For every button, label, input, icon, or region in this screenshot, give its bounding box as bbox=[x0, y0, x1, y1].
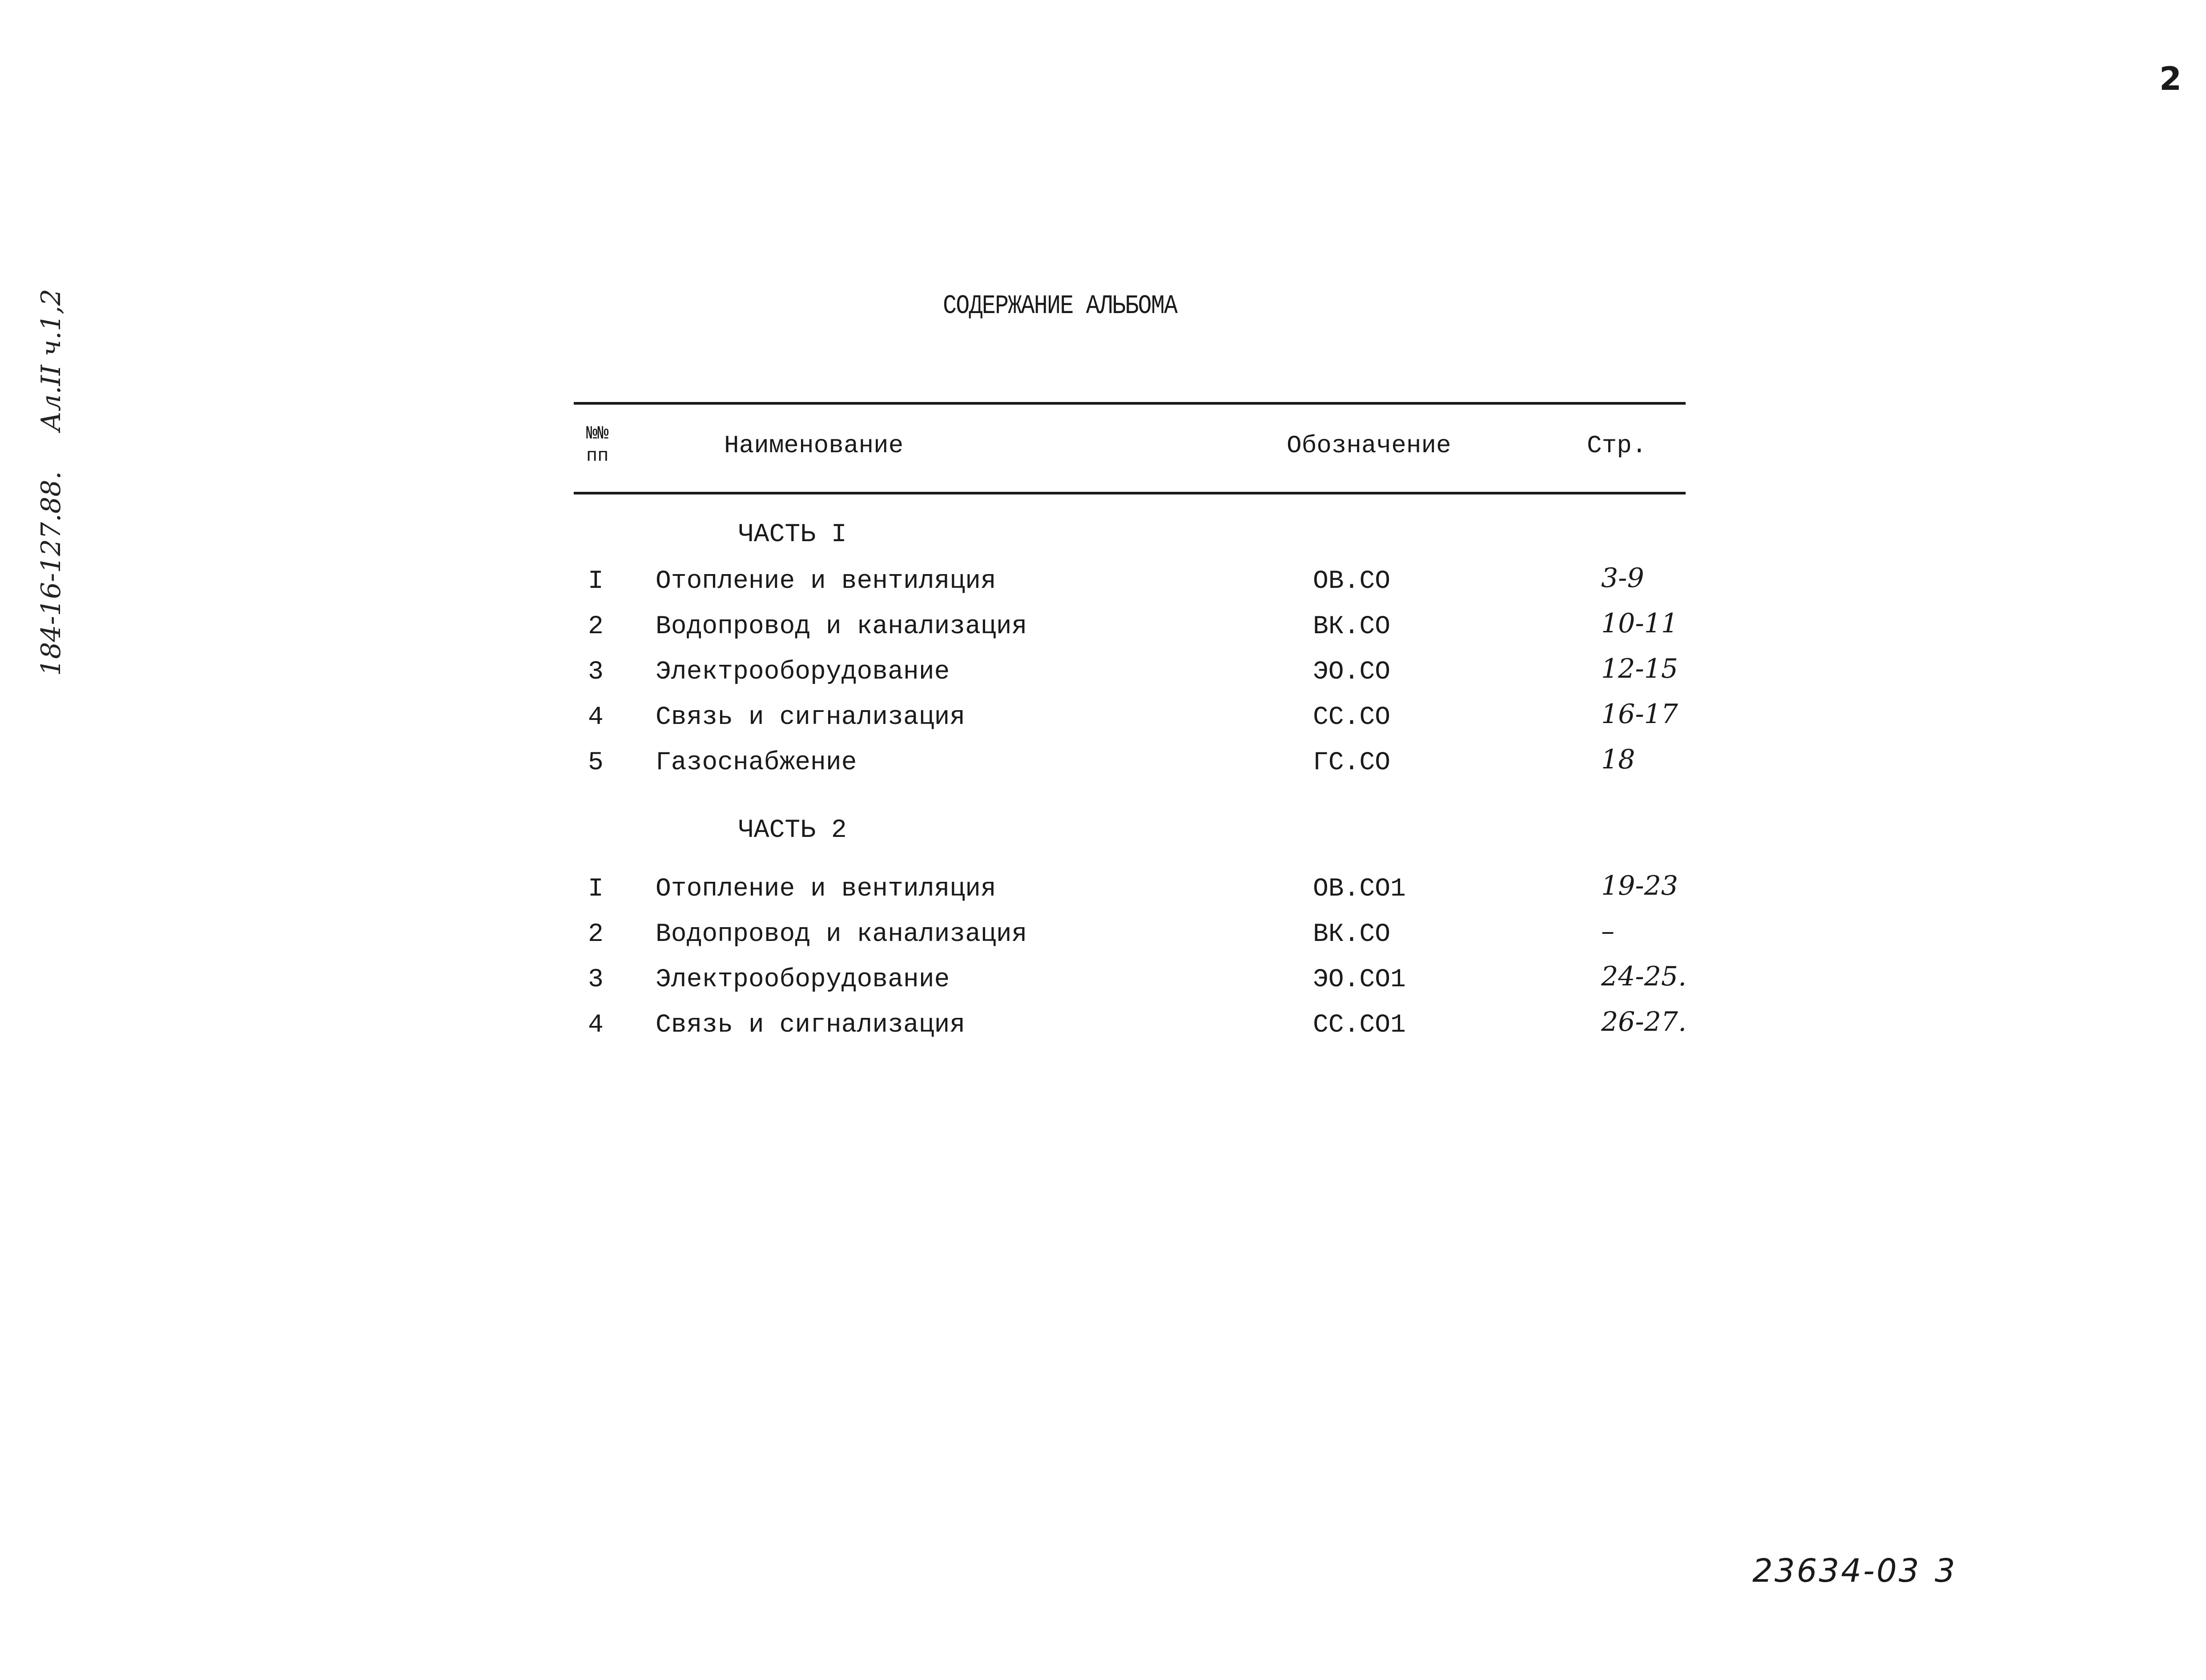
row-name: Отопление и вентиляция bbox=[656, 875, 996, 904]
row-num: I bbox=[588, 567, 604, 596]
table-row bbox=[0, 608, 2206, 648]
header-page: Стр. bbox=[1587, 431, 1647, 460]
row-code: СС.СО1 bbox=[1313, 1011, 1406, 1040]
row-code: ВК.СО bbox=[1313, 920, 1391, 949]
row-page: 10-11 bbox=[1601, 608, 1678, 639]
table-row bbox=[0, 1006, 2206, 1046]
row-code: ОВ.СО1 bbox=[1313, 875, 1406, 904]
table-row bbox=[0, 563, 2206, 603]
row-code: ОВ.СО bbox=[1313, 567, 1391, 596]
row-num: 3 bbox=[588, 658, 604, 687]
row-page: – bbox=[1601, 916, 1614, 947]
table-header-rule bbox=[574, 492, 1686, 494]
row-name: Связь и сигнализация bbox=[656, 1011, 966, 1040]
header-num bbox=[586, 422, 608, 467]
part-2-title: ЧАСТЬ 2 bbox=[738, 816, 847, 845]
row-name: Водопровод и канализация bbox=[656, 920, 1027, 949]
header-name: Наименование bbox=[724, 431, 904, 460]
footer-sheet: 3 bbox=[1935, 1552, 1955, 1589]
header-num-line2: пп bbox=[586, 445, 609, 466]
row-num: I bbox=[588, 875, 604, 904]
row-name: Газоснабжение bbox=[656, 748, 857, 777]
row-num: 4 bbox=[588, 1011, 604, 1040]
footer-code: 23634-03 bbox=[1752, 1552, 1921, 1589]
row-page: 19-23 bbox=[1601, 870, 1678, 901]
row-name: Водопровод и канализация bbox=[656, 612, 1027, 641]
page-number: 2 bbox=[2159, 60, 2182, 97]
row-code: ГС.СО bbox=[1313, 748, 1391, 777]
row-code: СС.СО bbox=[1313, 703, 1391, 732]
header-num-line1: №№ bbox=[586, 423, 609, 444]
header-code: Обозначение bbox=[1287, 431, 1451, 460]
row-code: ЭО.СО bbox=[1313, 658, 1391, 687]
row-num: 4 bbox=[588, 703, 604, 732]
row-name: Связь и сигнализация bbox=[656, 703, 966, 732]
row-code: ВК.СО bbox=[1313, 612, 1391, 641]
row-num: 2 bbox=[588, 920, 604, 949]
row-page: 24-25. bbox=[1601, 961, 1687, 992]
side-stamp-code: 184-16-127.88. bbox=[36, 471, 67, 676]
row-num: 2 bbox=[588, 612, 604, 641]
row-page: 16-17 bbox=[1601, 699, 1678, 730]
table-row bbox=[0, 916, 2206, 956]
row-name: Электрооборудование bbox=[656, 658, 950, 687]
row-num: 5 bbox=[588, 748, 604, 777]
album-title: СОДЕРЖАНИЕ АЛЬБОМА bbox=[943, 291, 1177, 322]
row-name: Электрооборудование bbox=[656, 965, 950, 994]
table-row bbox=[0, 653, 2206, 693]
row-page: 3-9 bbox=[1601, 563, 1644, 594]
row-page: 12-15 bbox=[1601, 653, 1678, 684]
row-page: 18 bbox=[1601, 744, 1635, 775]
table-top-rule bbox=[574, 402, 1686, 405]
row-page: 26-27. bbox=[1601, 1006, 1687, 1037]
table-row bbox=[0, 870, 2206, 910]
table-row bbox=[0, 961, 2206, 1001]
row-code: ЭО.СО1 bbox=[1313, 965, 1406, 994]
row-name: Отопление и вентиляция bbox=[656, 567, 996, 596]
side-stamp-album: Ал.II ч.1,2 bbox=[36, 289, 67, 432]
part-1-title: ЧАСТЬ I bbox=[738, 520, 847, 549]
table-row bbox=[0, 744, 2206, 784]
row-num: 3 bbox=[588, 965, 604, 994]
table-row bbox=[0, 699, 2206, 739]
